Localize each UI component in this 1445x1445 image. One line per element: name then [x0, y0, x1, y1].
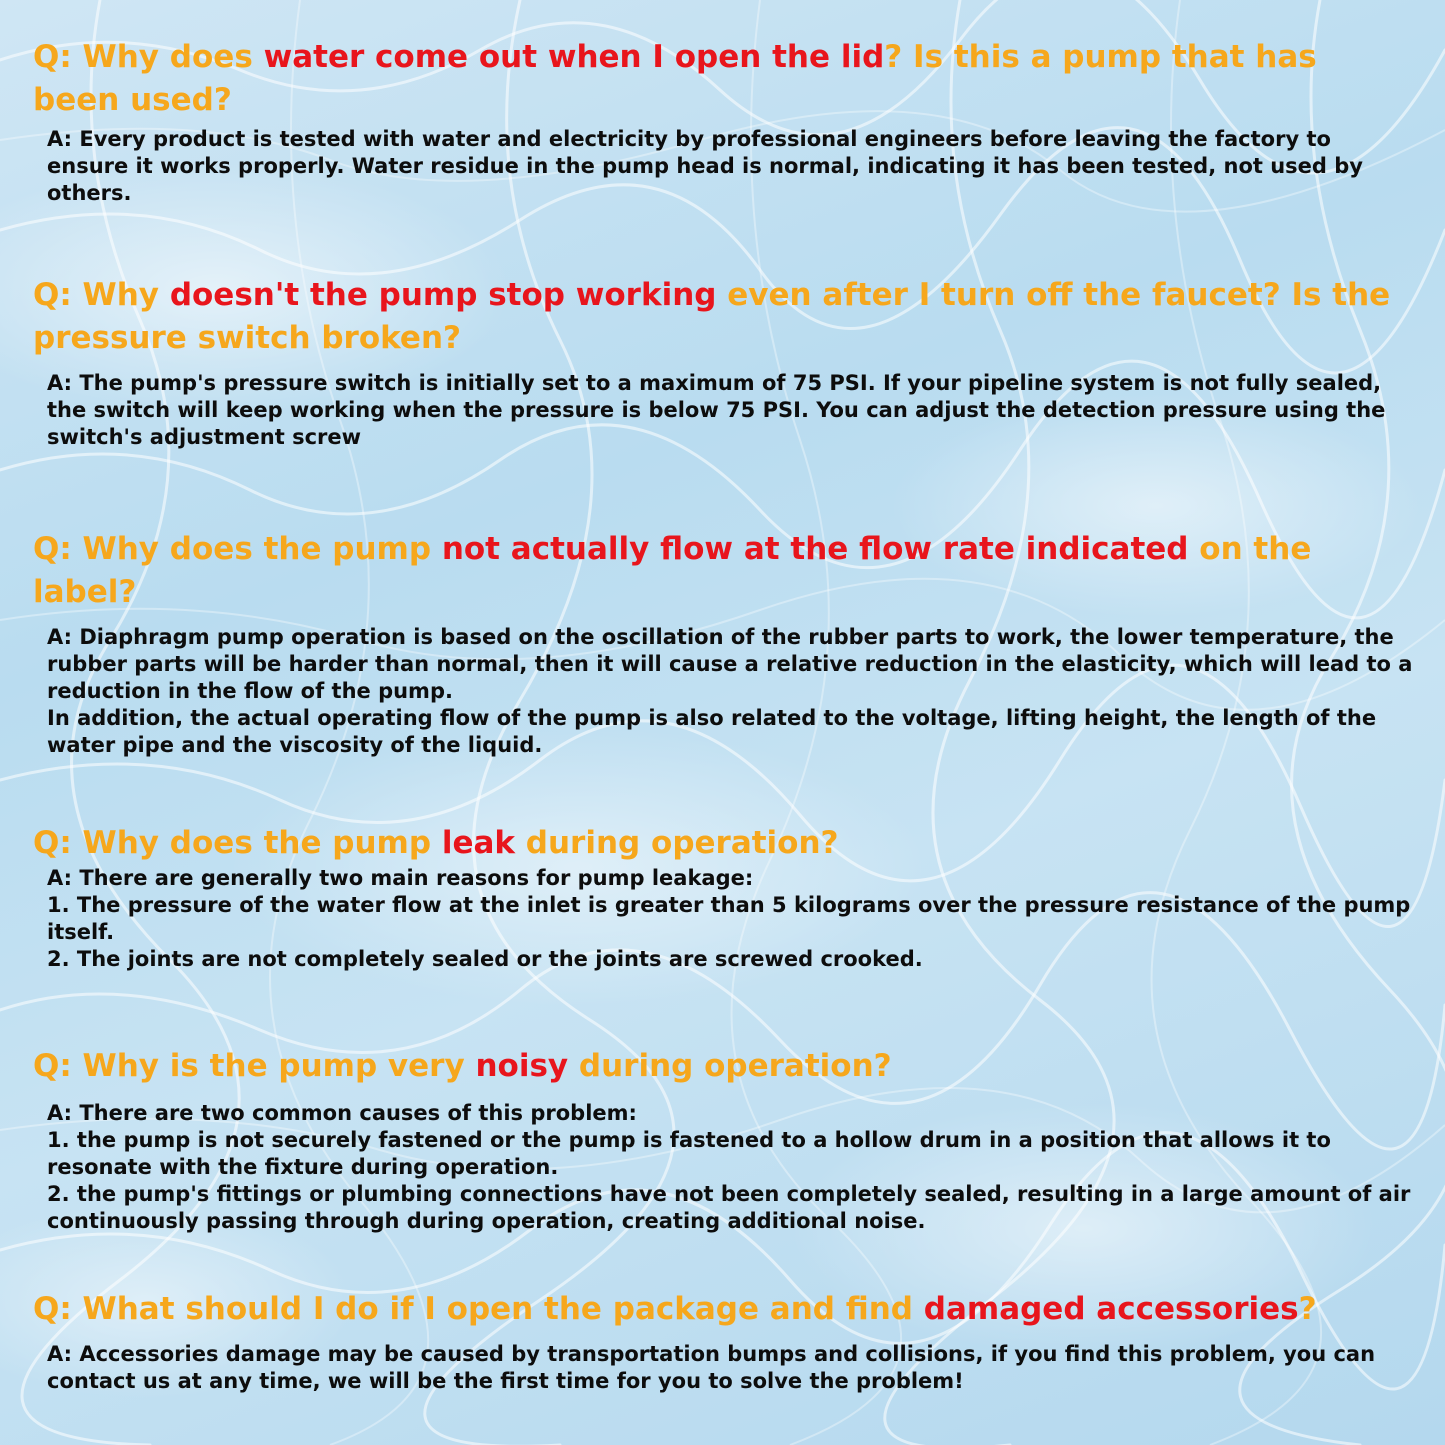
question-text: Q: Why is the pump very [33, 1048, 476, 1084]
answer-line: 1. the pump is not securely fastened or the pump is fastened to a hollow drum in a position that allows it to resonate with the fixture during operation. [47, 1128, 1331, 1179]
question-text: on the label? [33, 531, 1312, 610]
question-text: Q: Why [33, 277, 170, 313]
question-text: Q: Why does the pump [33, 531, 442, 567]
answer-line: 2. the pump's fittings or plumbing connections have not been completely sealed, resulting in a large amount of air continuously passing through during operation, creating additional noise. [47, 1182, 1411, 1233]
faq-question-2 [33, 274, 1413, 360]
question-highlight: water come out when I open the lid [263, 39, 885, 75]
question-text: during operation? [515, 825, 839, 861]
question-highlight: not actually flow at the flow rate indicated [441, 531, 1189, 567]
question-highlight: noisy [475, 1048, 569, 1084]
question-text: ? Is this a pump that has been used? [33, 39, 1317, 118]
question-highlight: damaged accessories [923, 1291, 1299, 1327]
faq-item-3 [33, 528, 1413, 759]
question-text: Q: Why does [33, 39, 264, 75]
faq-item-5 [33, 1045, 1413, 1235]
question-text: ? [1298, 1291, 1317, 1327]
faq-question-4 [33, 822, 1413, 865]
question-highlight: doesn't the pump stop working [169, 277, 717, 313]
answer-line: A: Every product is tested with water and electricity by professional engineers before leaving the factory to ensure it works properly. Water residue in the pump head is normal, indicating it has been tested, not used by others. [47, 127, 1363, 205]
answer-line: A: The pump's pressure switch is initially set to a maximum of 75 PSI. If your pipeline system is not fully sealed, the switch will keep working when the pressure is below 75 PSI. You can adjust the detection pressure using the switch's adjustment screw [47, 371, 1386, 449]
answer-line: In addition, the actual operating flow of the pump is also related to the voltage, lifting height, the length of the water pipe and the viscosity of the liquid. [47, 706, 1377, 757]
answer-line: A: There are generally two main reasons for pump leakage: [47, 866, 754, 890]
faq-question-1 [33, 36, 1413, 122]
faq-question-3 [33, 528, 1413, 614]
question-highlight: leak [441, 825, 515, 861]
faq-item-4 [33, 822, 1413, 973]
answer-line: A: Diaphragm pump operation is based on the oscillation of the rubber parts to work, the lower temperature, the rubber parts will be harder than normal, then it will cause a relative reduction in the elasticity, which will lead to a reduction in the flow of the pump. [47, 625, 1413, 703]
faq-question-6 [33, 1288, 1413, 1331]
faq-answer-6 [47, 1341, 1413, 1395]
faq-item-1 [33, 36, 1413, 207]
question-text: Q: Why does the pump [33, 825, 442, 861]
faq-item-2 [33, 274, 1413, 451]
faq-answer-5 [47, 1100, 1413, 1235]
faq-answer-1 [47, 126, 1413, 207]
faq-answer-2 [47, 370, 1413, 451]
question-text: even after I turn off the faucet? Is the pressure switch broken? [33, 277, 1391, 356]
answer-line: 2. The joints are not completely sealed or the joints are screwed crooked. [47, 947, 923, 971]
faq-item-6 [33, 1288, 1413, 1395]
faq-answer-4 [47, 865, 1413, 973]
question-text: during operation? [568, 1048, 892, 1084]
faq-question-5 [33, 1045, 1413, 1088]
answer-line: A: Accessories damage may be caused by transportation bumps and collisions, if you find this problem, you can contact us at any time, we will be the first time for you to solve the problem! [47, 1342, 1376, 1393]
question-text: Q: What should I do if I open the package and find [33, 1291, 924, 1327]
faq-answer-3 [47, 624, 1413, 759]
answer-line: A: There are two common causes of this problem: [47, 1101, 637, 1125]
answer-line: 1. The pressure of the water flow at the inlet is greater than 5 kilograms over the pressure resistance of the pump itself. [47, 893, 1411, 944]
